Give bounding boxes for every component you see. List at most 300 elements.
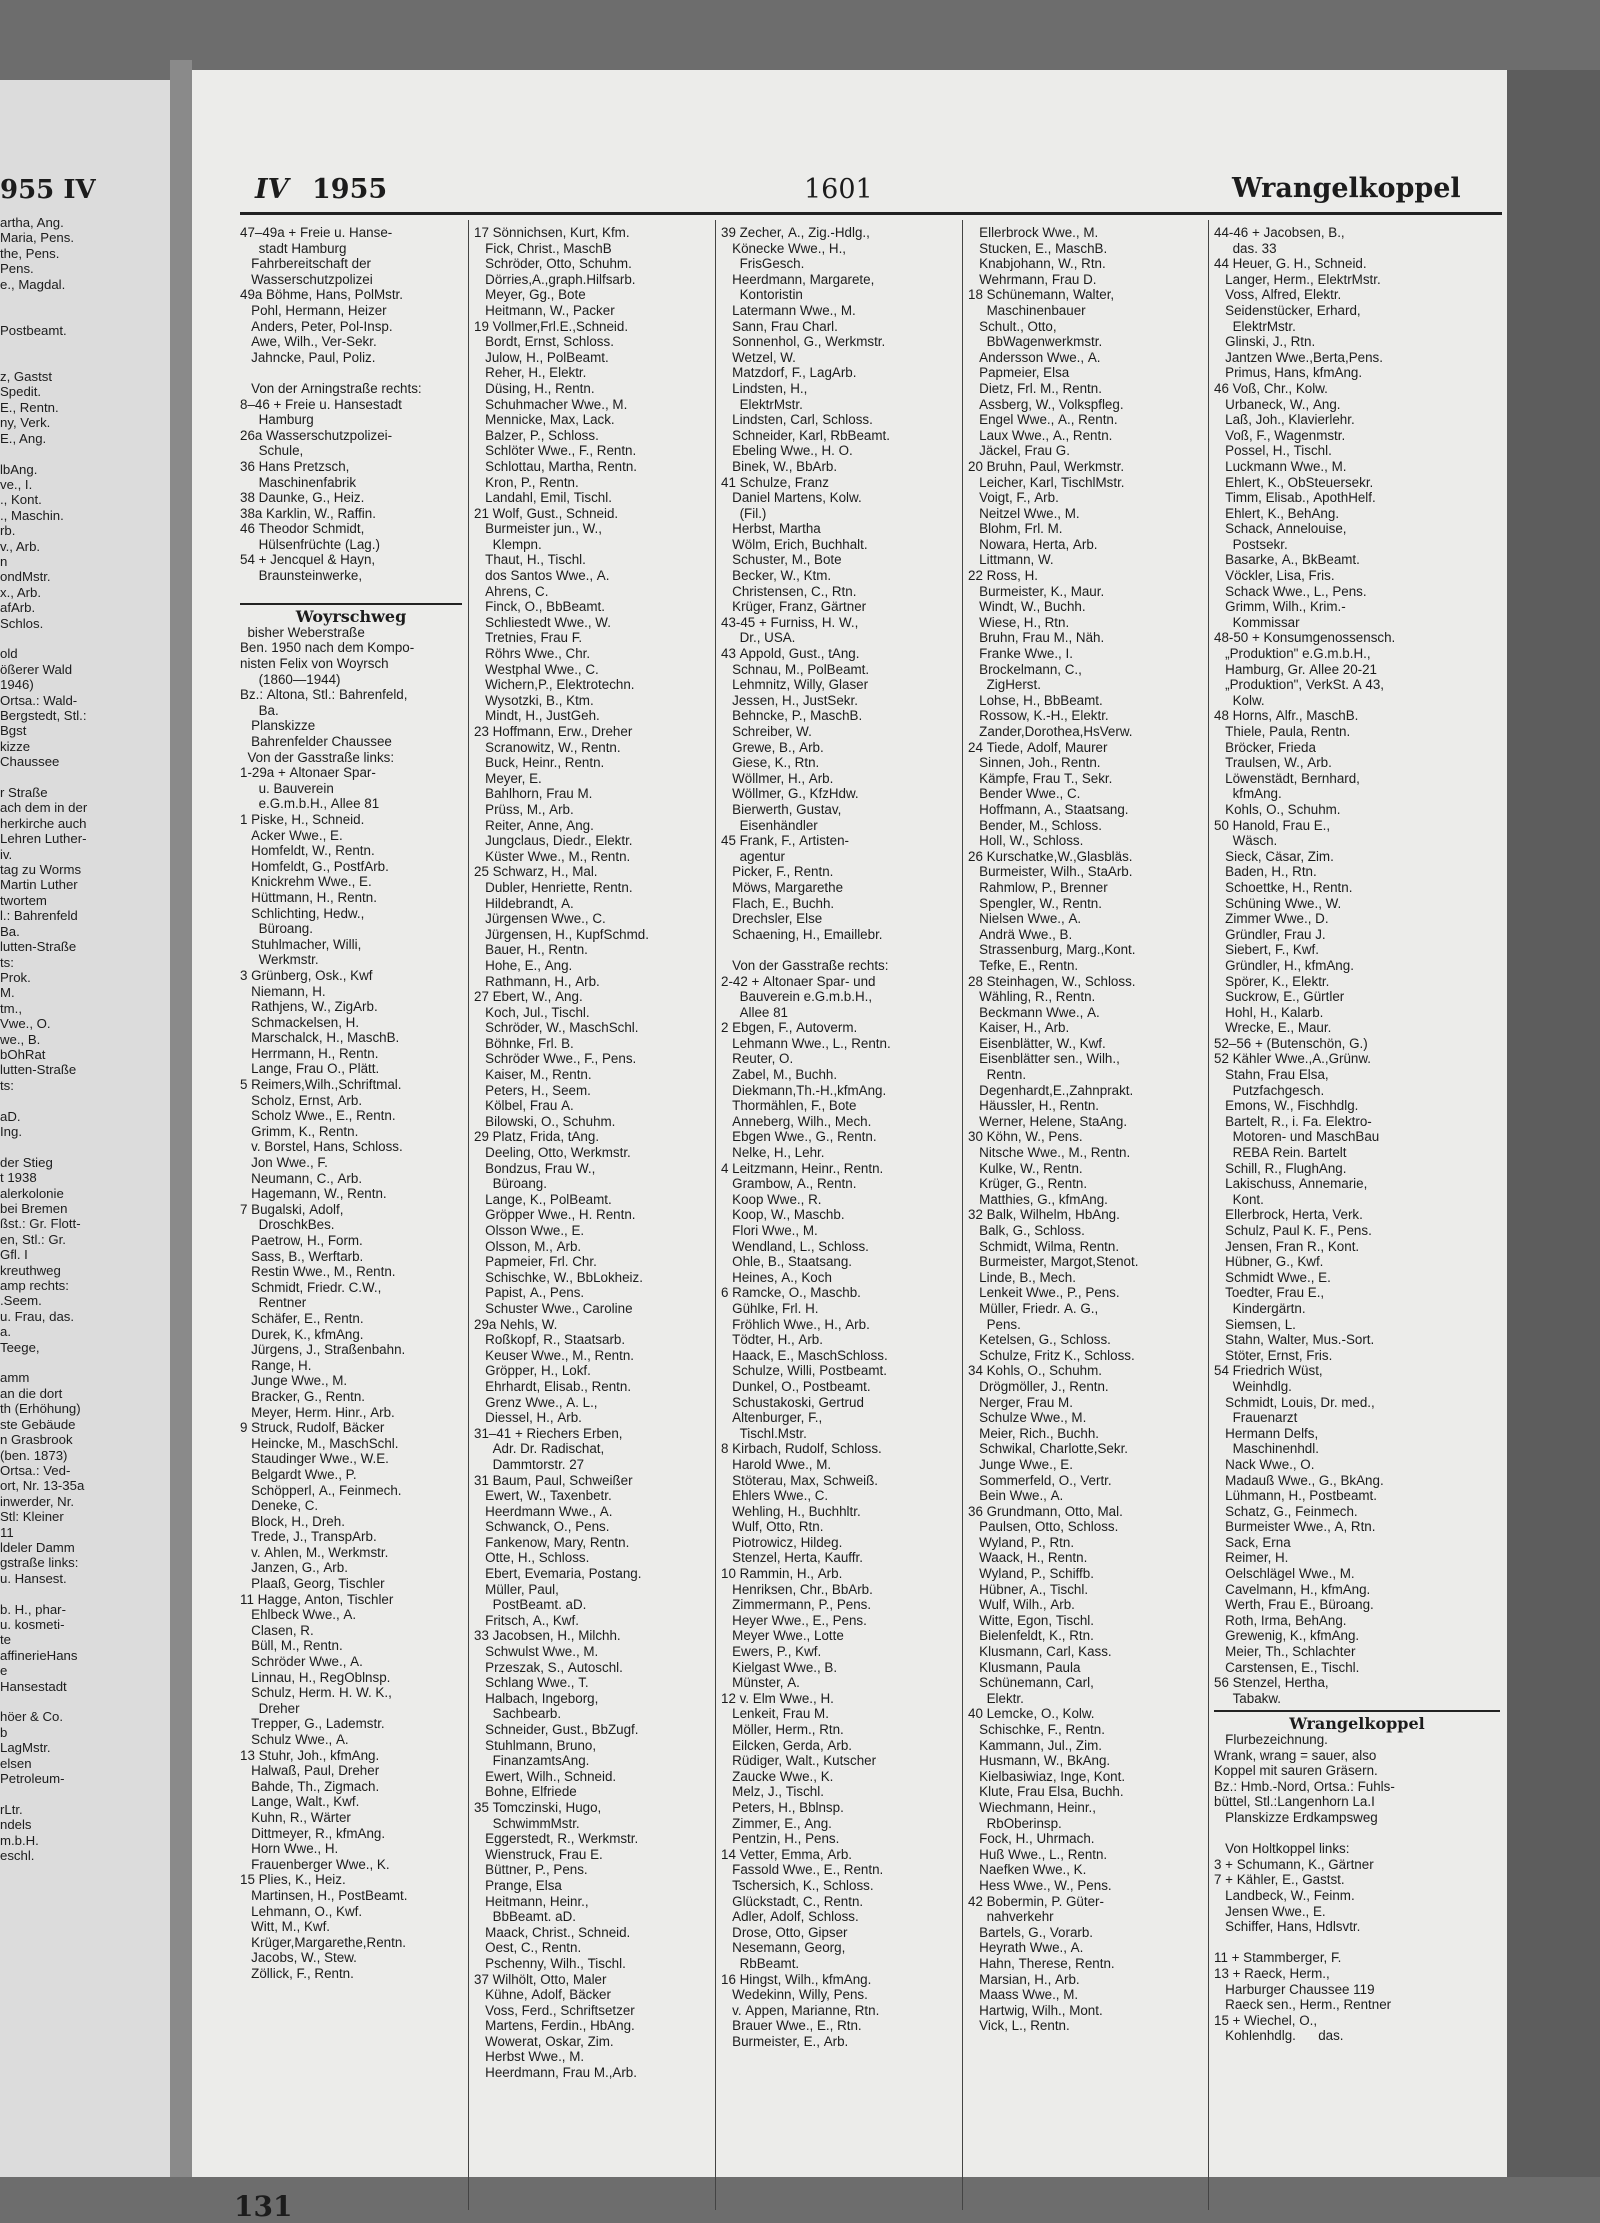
left-page-line: e [0,1663,8,1679]
directory-entry: 5 Reimers,Wilh.,Schriftmal. [240,1077,402,1093]
directory-entry: Homfeldt, W., Rentn. [240,843,375,859]
left-page-line [0,1139,165,1154]
directory-entry: Plaaß, Georg, Tischler [240,1576,385,1592]
directory-entry: 36 Grundmann, Otto, Mal. [968,1503,1123,1519]
directory-entry: Papmeier, Elsa [968,365,1070,381]
directory-entry: Ba. [240,702,279,718]
directory-entry: Niemann, H. [240,983,326,999]
left-page-line [0,631,165,646]
directory-entry: Hübner, A., Tischl. [968,1581,1089,1597]
left-page-line [0,1355,165,1370]
left-page-line: u. Frau, das. [0,1308,75,1324]
directory-entry: u. Bauverein [240,780,334,796]
directory-entry: Roßkopf, R., Staatsarb. [474,1332,626,1348]
directory-entry: Hildebrandt, A. [474,895,574,911]
directory-entry: Nesemann, Georg, [721,1940,846,1956]
directory-entry: Maschinenhdl. [1214,1441,1319,1457]
directory-entry: Zabel, M., Buchh. [721,1067,838,1083]
left-page-line: Ortsa.: Ved- [0,1462,71,1478]
directory-entry: Martens, Ferdin., HbAng. [474,2018,635,2034]
directory-entry: Voß, F., Wagenmstr. [1214,427,1346,443]
directory-entry: Motoren- und MaschBau [1214,1129,1380,1145]
directory-entry: Kontoristin [721,287,803,303]
directory-entry: Eisenblätter sen., Wilh., [968,1051,1120,1067]
left-page-line: Schlos. [0,615,44,631]
left-page-line: Bergstedt, Stl.: [0,708,87,723]
left-page-line: ., Kont. [0,492,42,508]
directory-entry: Büroang. [240,921,313,937]
directory-entry: Adler, Adolf, Schloss. [721,1909,859,1925]
directory-entry: Fankenow, Mary, Rentn. [474,1534,630,1550]
left-page-line: u. Hansest. [0,1570,67,1586]
directory-entry: 8–46 + Freie u. Hansestadt [240,396,402,412]
directory-entry: REBA Rein. Bartelt [1214,1145,1347,1161]
left-page-line: we., B. [0,1031,41,1047]
column-3 [721,225,957,2049]
directory-entry: Bartelt, R., i. Fa. Elektro- [1214,1113,1372,1129]
directory-entry: Jensen, Fran R., Kont. [1214,1238,1360,1254]
directory-entry: Rentner [240,1295,307,1311]
left-page-line [0,446,165,461]
directory-entry: Krüger,Margarethe,Rentn. [240,1934,406,1950]
left-page-line: l.: Bahrenfeld [0,908,78,924]
left-page-line: ondMstr. [0,569,51,585]
header-rule [240,212,1502,215]
directory-entry: Lehmnitz, Willy, Glaser [721,677,869,693]
directory-entry: Latermann Wwe., M. [721,302,856,318]
directory-entry: Sinnen, Joh., Rentn. [968,755,1101,771]
directory-entry: Wrank, wrang = sauer, also [1214,1747,1377,1763]
directory-entry: Grewe, B., Arb. [721,739,824,755]
left-page-line: inwerder, Nr. [0,1493,75,1509]
directory-entry: Lakischuss, Annemarie, [1214,1176,1368,1192]
directory-entry: Becker, W., Ktm. [721,568,832,584]
directory-entry: Wehling, H., Buchhltr. [721,1503,861,1519]
directory-entry: Wowerat, Oskar, Zim. [474,2033,614,2049]
directory-entry: Jensen Wwe., E. [1214,1903,1326,1919]
directory-entry: v. Ahlen, M., Werkmstr. [240,1544,389,1560]
directory-entry: Nielsen Wwe., A. [968,911,1082,927]
left-page-line: ve., I. [0,476,33,492]
directory-entry: 40 Lemcke, O., Kolw. [968,1706,1095,1722]
directory-entry: Lohse, H., BbBeamt. [968,692,1103,708]
left-page-line: Postbeamt. [0,322,67,338]
directory-entry: Wöllmer, H., Arb. [721,770,834,786]
directory-entry: Bein Wwe., A. [968,1488,1064,1504]
left-page-line: Ing. [0,1123,22,1139]
directory-entry: Schmidt, Friedr. C.W., [240,1279,382,1295]
directory-entry: Lange, Walt., Kwf. [240,1794,360,1810]
directory-entry: Ehlbeck Wwe., A. [240,1607,357,1623]
directory-entry: Kolw. [1214,692,1265,708]
left-page-line: rb. [0,523,16,539]
directory-entry: Junge Wwe., E. [968,1456,1073,1472]
left-page-line: Maria, Pens. [0,230,75,246]
directory-entry: Eisenhändler [721,817,818,833]
directory-entry: Wienstruck, Frau E. [474,1846,603,1862]
directory-entry: Schuster, M., Bote [721,552,842,568]
directory-entry: Hamburg [240,412,314,428]
directory-entry: Eilcken, Gerda, Arb. [721,1737,852,1753]
directory-entry: Frauenberger Wwe., K. [240,1856,390,1872]
directory-entry: Jürgensen, H., KupfSchmd. [474,926,649,942]
directory-entry: Hohe, E., Ang. [474,957,573,973]
directory-entry: Stöter, Ernst, Fris. [1214,1347,1333,1363]
directory-entry: Andrä Wwe., B. [968,926,1073,942]
directory-entry: Heerdmann, Frau M.,Arb. [474,2065,637,2081]
directory-entry: Fock, H., Uhrmach. [968,1831,1095,1847]
directory-entry: Ewert, W., Taxenbetr. [474,1488,612,1504]
left-page-line: ., Maschin. [0,507,64,523]
directory-entry: Halwaß, Paul, Dreher [240,1763,380,1779]
left-page-line: artha, Ang. [0,215,64,230]
directory-entry: Trepper, G., Lademstr. [240,1716,385,1732]
directory-entry: Koppel mit sauren Gräsern. [1214,1763,1378,1779]
directory-entry: Meyer, Herm. Hinr., Arb. [240,1404,395,1420]
directory-entry: Westphal Wwe., C. [474,661,599,677]
directory-entry: Laß, Joh., Klavierlehr. [1214,412,1355,428]
directory-entry: Marschalck, H., MaschB. [240,1030,400,1046]
directory-entry: Herrmann, H., Rentn. [240,1045,379,1061]
directory-entry: Bohne, Elfriede [474,1784,577,1800]
directory-entry: Schoettke, H., Rentn. [1214,879,1353,895]
directory-entry: Fröhlich Wwe., H., Arb. [721,1316,870,1332]
directory-entry: „Produktion", VerkSt. A 43, [1214,677,1384,693]
directory-entry: Herbst, Martha [721,521,821,537]
left-page-line: Ba. [0,923,20,939]
directory-entry: Neumann, C., Arb. [240,1170,363,1186]
directory-entry: 38a Karklin, W., Raffin. [240,505,376,521]
directory-entry: Lindsten, H., [721,380,808,396]
left-page-line: lbAng. [0,461,38,477]
left-page-line [0,1694,165,1709]
directory-entry: 43 Appold, Gust., tAng. [721,646,860,662]
directory-entry: Laux Wwe., A., Rentn. [968,427,1113,443]
directory-entry: Clasen, R. [240,1622,314,1638]
directory-entry: (Fil.) [721,505,767,521]
directory-entry: Schröder Wwe., A. [240,1654,363,1670]
directory-entry: Böhnke, Frl. B. [474,1035,574,1051]
directory-entry: Prange, Elsa [474,1877,562,1893]
directory-entry: Thaut, H., Tischl. [474,552,586,568]
directory-entry: Dr., USA. [721,630,796,646]
directory-entry: Maass Wwe., M. [968,1987,1079,2003]
column-divider [715,220,716,2210]
directory-entry: Tödter, H., Arb. [721,1332,823,1348]
directory-entry: ZigHerst. [968,677,1041,693]
book-gutter [170,60,192,2177]
left-page-line: ach dem in der [0,800,88,816]
directory-entry: Kühne, Adolf, Bäcker [474,1987,611,2003]
directory-entry: Stucken, E., MaschB. [968,240,1108,256]
directory-entry: Ehlert, K., ObSteuersekr. [1214,474,1374,490]
directory-entry: Jürgensen Wwe., C. [474,911,606,927]
directory-entry: Roth, Irma, BehAng. [1214,1612,1347,1628]
left-page-line: afArb. [0,600,36,616]
directory-entry: Keuser Wwe., M., Rentn. [474,1347,634,1363]
directory-entry: Assberg, W., Volkspfleg. [968,396,1124,412]
directory-entry: 32 Balk, Wilhelm, HbAng. [968,1207,1120,1223]
directory-entry: Przeszak, S., Autoschl. [474,1659,623,1675]
directory-entry: 27 Ebert, W., Ang. [474,989,583,1005]
directory-entry: Junge Wwe., M. [240,1373,348,1389]
directory-entry: Grimm, Wilh., Krim.- [1214,599,1346,615]
directory-entry: Schulze, Willi, Postbeamt. [721,1363,887,1379]
directory-entry: Planskizze [240,718,316,734]
directory-entry: Bracker, G., Rentn. [240,1388,366,1404]
left-page-line: Vwe., O. [0,1016,51,1032]
column-divider [962,220,963,2210]
directory-entry: Hagemann, W., Rentn. [240,1186,387,1202]
directory-entry: Dunkel, O., Postbeamt. [721,1378,871,1394]
directory-entry: Engel Wwe., A., Rentn. [968,412,1118,428]
directory-entry: Schill, R., FlughAng. [1214,1160,1347,1176]
directory-entry: Carstensen, E., Tischl. [1214,1659,1360,1675]
street-heading: Woyrschweg [240,603,462,625]
directory-entry: Jürgens, J., Straßenbahn. [240,1342,406,1358]
directory-entry: Koop, W., Maschb. [721,1207,845,1223]
directory-entry: Flurbezeichnung. [1214,1732,1328,1747]
directory-entry: Reiter, Anne, Ang. [474,817,594,833]
directory-entry: Nowara, Herta, Arb. [968,536,1098,552]
directory-entry: RbOberinsp. [968,1815,1062,1831]
directory-entry: Schwikal, Charlotte,Sekr. [968,1441,1129,1457]
directory-entry: 26a Wasserschutzpolizei- [240,427,393,443]
directory-entry: nisten Felix von Woyrsch [240,656,389,672]
directory-entry: Heerdmann, Margarete, [721,271,875,287]
directory-entry: Pentzin, H., Pens. [721,1831,840,1847]
directory-entry: Urbaneck, W., Ang. [1214,396,1341,412]
directory-entry: Wyland, P., Schiffb. [968,1566,1094,1582]
left-page-line: alerkolonie [0,1185,64,1201]
directory-entry: Burmeister Wwe., A, Rtn. [1214,1519,1376,1535]
directory-entry: Ewers, P., Kwf. [721,1644,822,1660]
directory-entry: Drose, Otto, Gipser [721,1924,848,1940]
directory-entry: Bruhn, Frau M., Näh. [968,630,1105,646]
directory-entry: 2 Ebgen, F., Autoverm. [721,1020,858,1036]
directory-entry: Oelschlägel Wwe., M. [1214,1566,1355,1582]
left-page-line [0,1786,165,1801]
directory-entry: Grewenig, K., kfmAng. [1214,1628,1360,1644]
directory-entry: 11 Hagge, Anton, Tischler [240,1591,394,1607]
directory-entry: Huß Wwe., L., Rentn. [968,1846,1108,1862]
directory-entry: Naefken Wwe., K. [968,1862,1087,1878]
directory-entry: Papmeier, Frl. Chr. [474,1254,597,1270]
left-page-line: .Seem. [0,1293,42,1309]
directory-entry: Diessel, H., Arb. [474,1410,582,1426]
directory-entry: Christensen, C., Rtn. [721,583,857,599]
directory-entry [1214,1935,1500,1951]
directory-entry: 54 Friedrich Wüst, [1214,1363,1323,1379]
main-page [192,70,1507,2223]
directory-entry: 1 Piske, H., Schneid. [240,811,365,827]
directory-entry: Schüning Wwe., W. [1214,895,1342,911]
left-page-line: bOhRat [0,1046,46,1062]
directory-entry: 17 Sönnichsen, Kurt, Kfm. [474,225,630,240]
left-page-line: Chaussee [0,754,60,770]
directory-entry: Meier, Th., Schlachter [1214,1644,1356,1660]
left-page-line: Prok. [0,969,31,985]
directory-entry: Schreiber, W. [721,724,812,739]
left-page-line: Petroleum- [0,1771,65,1787]
directory-entry: 11 + Stammberger, F. [1214,1950,1342,1966]
left-page-line: rLtr. [0,1801,23,1817]
directory-entry: Schlottau, Martha, Rentn. [474,458,638,474]
directory-entry: 48-50 + Konsumgenossensch. [1214,630,1396,646]
directory-entry: 12 v. Elm Wwe., H. [721,1690,834,1706]
directory-entry: Paetrow, H., Form. [240,1233,363,1248]
directory-entry: 37 Wilhölt, Otto, Maler [474,1971,607,1987]
directory-entry: bisher Weberstraße [240,624,365,640]
directory-entry: Otte, H., Schloss. [474,1550,590,1566]
directory-entry: Thormählen, F., Bote [721,1098,857,1114]
directory-entry: Emons, W., Fischhdlg. [1214,1098,1359,1114]
directory-entry: 29 Platz, Frida, tAng. [474,1129,600,1145]
directory-entry: Zaucke Wwe., K. [721,1768,834,1784]
directory-entry: Bahlhorn, Frau M. [474,786,593,802]
directory-entry: Löwenstädt, Bernhard, [1214,770,1360,786]
directory-entry: Düsing, H., Rentn. [474,380,595,396]
directory-entry: Werkmstr. [240,952,319,968]
directory-entry: Mindt, H., JustGeh. [474,708,600,724]
directory-entry: Dittmeyer, R., kfmAng. [240,1825,386,1841]
left-page-line: E., Rentn. [0,399,59,415]
directory-entry: DroschkBes. [240,1217,335,1233]
directory-entry: Hahn, Therese, Rentn. [968,1955,1115,1971]
directory-entry: Seidenstücker, Erhard, [1214,302,1361,318]
left-page-line: ts: [0,954,14,970]
directory-entry: 8 Kirbach, Rudolf, Schloss. [721,1441,882,1457]
directory-entry: Fritsch, A., Kwf. [474,1612,579,1628]
left-page-line: tm., [0,1000,22,1016]
left-page-line: affinerieHans [0,1647,78,1663]
left-page-column [0,215,165,1863]
left-page-line: en, Stl.: Gr. [0,1231,66,1247]
directory-entry: Putzfachgesch. [1214,1082,1325,1098]
directory-entry: FrisGesch. [721,256,805,272]
directory-entry: Fassold Wwe., E., Rentn. [721,1862,884,1878]
left-page-line: ndels [0,1817,32,1833]
left-page-line: ßst.: Gr. Flott- [0,1216,81,1232]
directory-entry: Ellerbrock Wwe., M. [968,225,1099,240]
directory-entry: 31 Baum, Paul, Schweißer [474,1472,633,1488]
left-page-line: kizze [0,738,31,754]
directory-entry: Knickrehm Wwe., E. [240,874,372,890]
left-page-line: the, Pens. [0,245,60,261]
directory-entry: Werner, Helene, StaAng. [968,1113,1128,1129]
directory-entry: Schwulst Wwe., M. [474,1644,599,1660]
directory-entry: 13 Stuhr, Joh., kfmAng. [240,1747,380,1763]
directory-entry: Klute, Frau Elsa, Buchh. [968,1784,1124,1800]
directory-entry: Drechsler, Else [721,911,823,927]
left-page-line: Hansestadt [0,1678,67,1694]
directory-entry: Maschinenbauer [968,302,1086,318]
left-page-line [0,1586,165,1601]
directory-entry: Schöpperl, A., Feinmech. [240,1482,402,1498]
directory-entry: Belgardt Wwe., P. [240,1466,357,1482]
directory-entry: Jantzen Wwe.,Berta,Pens. [1214,349,1383,365]
directory-entry: Stuhlmann, Bruno, [474,1737,597,1753]
left-page-line: r Straße [0,785,48,801]
directory-entry: v. Borstel, Hans, Schloss. [240,1139,403,1155]
directory-entry: Schule, [240,443,304,459]
directory-entry: Planskizze Erdkampsweg [1214,1809,1378,1825]
directory-entry: Harold Wwe., M. [721,1456,832,1472]
directory-entry: Schischke, W., BbLokheiz. [474,1269,643,1285]
directory-entry: Schlichting, Hedw., [240,905,365,921]
directory-entry: Schröder, Otto, Schuhm. [474,256,632,272]
directory-entry: Küster Wwe., M., Rentn. [474,848,631,864]
directory-entry: Lindsten, Carl, Schloss. [721,412,873,428]
directory-entry: 49a Böhme, Hans, PolMstr. [240,287,403,303]
directory-entry: Heitmann, Heinr., [474,1893,589,1909]
directory-entry: Elektr. [968,1690,1024,1706]
directory-entry: Gröpper Wwe., H. Rentn. [474,1207,636,1223]
directory-entry: 10 Rammin, H., Arb. [721,1566,843,1582]
directory-entry: Toedter, Frau E., [1214,1285,1325,1301]
directory-entry: 16 Hingst, Wilh., kfmAng. [721,1971,872,1987]
left-page-line [0,338,165,353]
directory-entry: Ketelsen, G., Schloss. [968,1332,1111,1348]
directory-entry: Ehrhardt, Elisab., Rentn. [474,1378,632,1394]
directory-entry: Schulz, Paul K. F., Pens. [1214,1223,1372,1238]
directory-entry: Dörries,A.,graph.Hilfsarb. [474,271,636,287]
directory-entry: Wähling, R., Rentn. [968,989,1096,1005]
left-page-line: ldeler Damm [0,1539,75,1555]
directory-entry: 39 Zecher, A., Zig.-Hdlg., [721,225,870,240]
directory-entry: Reuter, O. [721,1051,794,1067]
directory-entry: Wrecke, E., Maur. [1214,1020,1332,1036]
directory-entry: Hüttmann, H., Rentn. [240,889,377,905]
left-page-line: ößerer Wald [0,661,73,677]
directory-entry: büttel, Stl.:Langenhorn La.I [1214,1794,1375,1810]
directory-entry: 21 Wolf, Gust., Schneid. [474,505,619,521]
directory-entry: Littmann, W. [968,552,1054,568]
directory-entry [1214,1826,1500,1842]
directory-entry [721,942,957,958]
directory-entry: Pschenny, Wilh., Tischl. [474,1955,626,1971]
left-page-line: Teege, [0,1339,40,1355]
directory-entry: Olsson Wwe., E. [474,1223,585,1238]
directory-entry: Weinhdlg. [1214,1378,1292,1394]
directory-entry: 44-46 + Jacobsen, B., [1214,225,1345,240]
directory-entry: Schult., Otto, [968,318,1057,334]
directory-entry: Heines, A., Koch [721,1269,832,1285]
directory-entry: Bender Wwe., C. [968,786,1081,802]
directory-entry: Kohls, O., Schuhm. [1214,801,1341,817]
directory-entry: Haack, E., MaschSchloss. [721,1347,888,1363]
directory-entry: nahverkehr [968,1909,1054,1925]
directory-entry: 34 Kohls, O., Schuhm. [968,1363,1102,1379]
directory-entry: Lühmann, H., Postbeamt. [1214,1488,1378,1504]
directory-entry: Grimm, K., Rentn. [240,1123,359,1139]
directory-entry: Zimmermann, P., Pens. [721,1597,872,1613]
left-page-line: ste Gebäude [0,1416,76,1432]
directory-entry: Dreher [240,1700,300,1716]
directory-entry: (1860—1944) [240,671,341,687]
scan-background [1507,70,1600,2177]
left-page-line: u. kosmeti- [0,1616,65,1632]
directory-entry: Von Holtkoppel links: [1214,1841,1350,1857]
directory-entry: Acker Wwe., E. [240,827,343,843]
directory-entry: Glinski, J., Rtn. [1214,334,1316,350]
directory-entry: ElektrMstr. [721,396,803,412]
directory-entry: Schuhmacher Wwe., M. [474,396,628,412]
left-page-line: b [0,1724,8,1740]
column-divider [468,220,469,2210]
left-page-line: (ben. 1873) [0,1447,68,1463]
directory-entry: Staudinger Wwe., W.E. [240,1451,389,1467]
